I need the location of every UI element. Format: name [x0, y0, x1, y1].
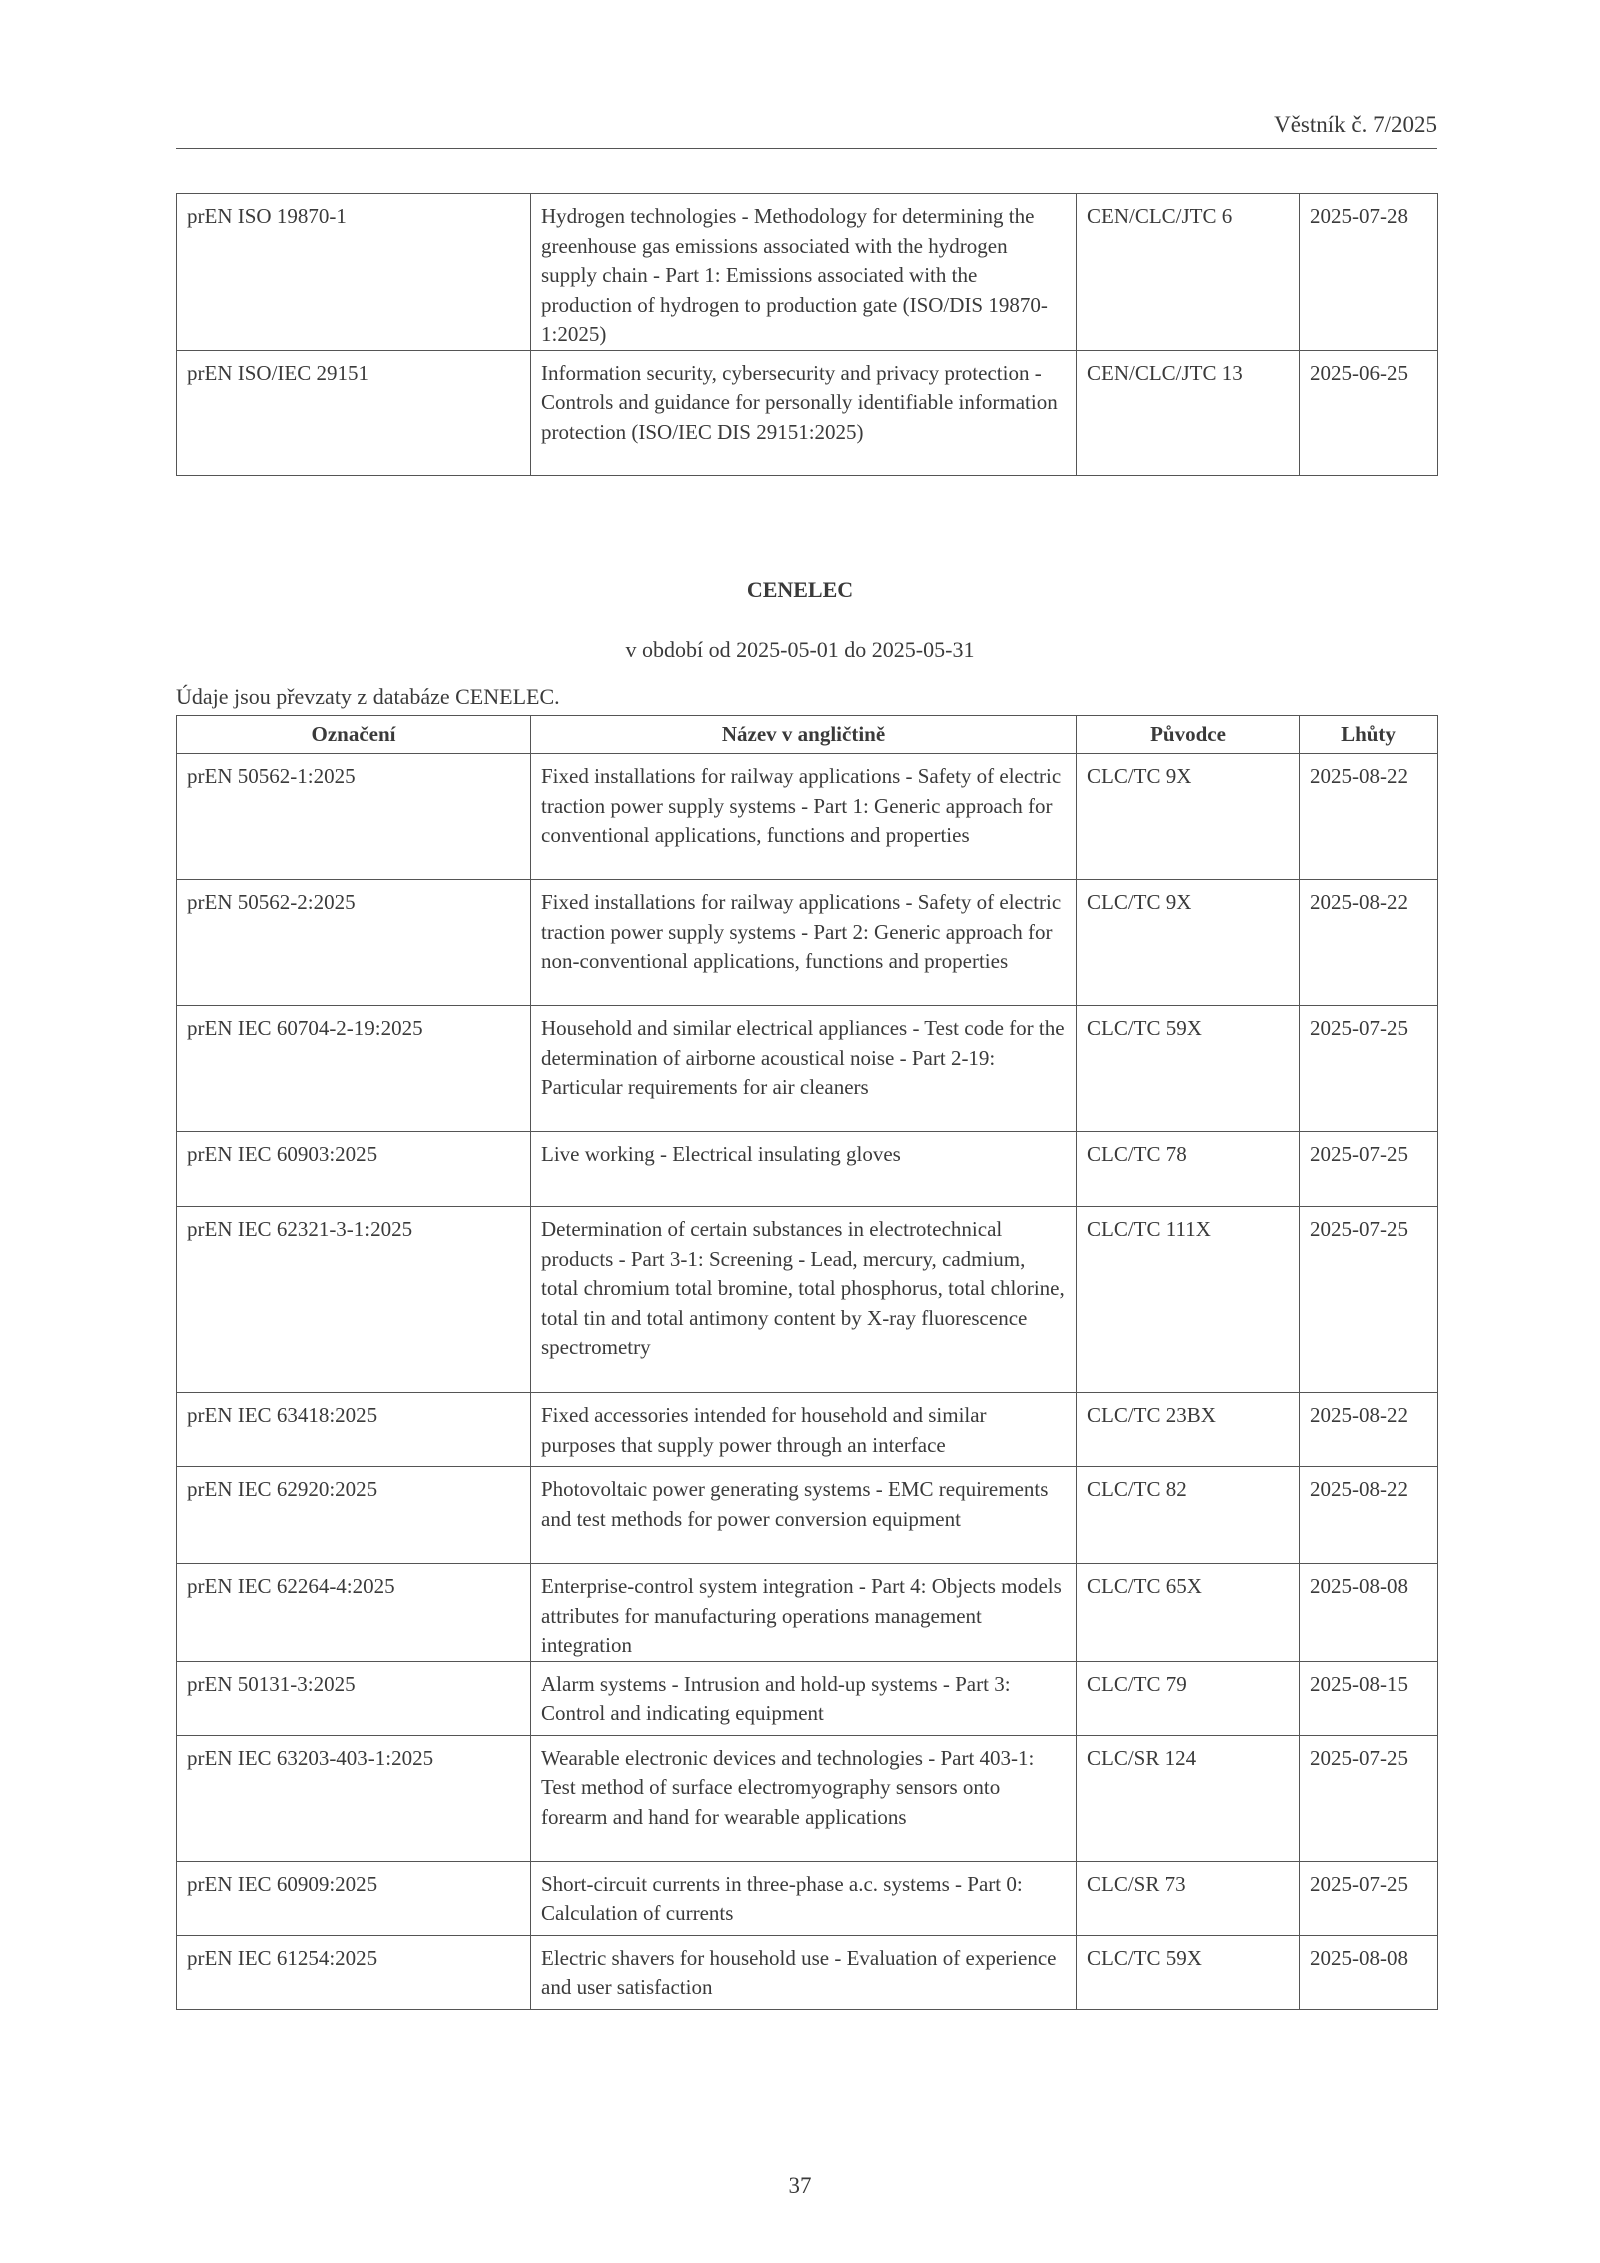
standard-deadline: 2025-07-25 — [1300, 1132, 1438, 1207]
standard-title: Fixed accessories intended for household and similar purposes that supply power through an interface — [531, 1393, 1077, 1467]
standard-code: prEN IEC 63203-403-1:2025 — [177, 1735, 531, 1861]
standard-title: Hydrogen technologies - Methodology for determining the greenhouse gas emissions associated with the hydrogen supply chain - Part 1: Emissions associated with the production of hydrogen to production gate (ISO/DIS 19870-1:2025) — [531, 194, 1077, 351]
standard-code: prEN IEC 60909:2025 — [177, 1861, 531, 1935]
standard-origin: CLC/SR 73 — [1077, 1861, 1300, 1935]
running-header — [176, 112, 1437, 149]
standard-origin: CEN/CLC/JTC 6 — [1077, 194, 1300, 351]
standard-code: prEN 50562-2:2025 — [177, 880, 531, 1006]
standard-origin: CLC/TC 9X — [1077, 880, 1300, 1006]
standard-origin: CLC/TC 78 — [1077, 1132, 1300, 1207]
standard-title: Enterprise-control system integration - Part 4: Objects models attributes for manufacturing operations management integration — [531, 1564, 1077, 1662]
standard-code: prEN IEC 61254:2025 — [177, 1935, 531, 2009]
column-header-code: Označení — [177, 716, 531, 754]
standard-origin: CLC/TC 111X — [1077, 1207, 1300, 1393]
standard-code: prEN 50562-1:2025 — [177, 754, 531, 880]
standard-deadline: 2025-07-28 — [1300, 194, 1438, 351]
table-row — [177, 194, 1438, 351]
standard-origin: CLC/SR 124 — [1077, 1735, 1300, 1861]
table-row — [177, 1006, 1438, 1132]
standard-deadline: 2025-07-25 — [1300, 1861, 1438, 1935]
standard-origin: CLC/TC 65X — [1077, 1564, 1300, 1662]
standard-title: Alarm systems - Intrusion and hold-up systems - Part 3: Control and indicating equipment — [531, 1661, 1077, 1735]
standard-code: prEN IEC 62321-3-1:2025 — [177, 1207, 531, 1393]
standard-deadline: 2025-07-25 — [1300, 1207, 1438, 1393]
standard-deadline: 2025-08-08 — [1300, 1935, 1438, 2009]
standard-origin: CLC/TC 59X — [1077, 1935, 1300, 2009]
table-row — [177, 1467, 1438, 1564]
standard-code: prEN IEC 62264-4:2025 — [177, 1564, 531, 1662]
standard-code: prEN 50131-3:2025 — [177, 1661, 531, 1735]
standard-code: prEN IEC 60903:2025 — [177, 1132, 531, 1207]
standard-code: prEN IEC 62920:2025 — [177, 1467, 531, 1564]
standard-title: Photovoltaic power generating systems - EMC requirements and test methods for power conversion equipment — [531, 1467, 1077, 1564]
standard-origin: CLC/TC 79 — [1077, 1661, 1300, 1735]
column-header-deadline: Lhůty — [1300, 716, 1438, 754]
page-number: 37 — [788, 2173, 812, 2198]
column-header-origin: Původce — [1077, 716, 1300, 754]
standard-deadline: 2025-06-25 — [1300, 350, 1438, 475]
standard-origin: CEN/CLC/JTC 13 — [1077, 350, 1300, 475]
standard-code: prEN IEC 63418:2025 — [177, 1393, 531, 1467]
table-row — [177, 350, 1438, 475]
table-row — [177, 1132, 1438, 1207]
standard-title: Electric shavers for household use - Evaluation of experience and user satisfaction — [531, 1935, 1077, 2009]
table-row — [177, 1861, 1438, 1935]
standard-deadline: 2025-07-25 — [1300, 1006, 1438, 1132]
standard-origin: CLC/TC 59X — [1077, 1006, 1300, 1132]
table-row — [177, 1393, 1438, 1467]
standards-table-continued — [176, 193, 1438, 476]
standard-code: prEN ISO 19870-1 — [177, 194, 531, 351]
table-row — [177, 880, 1438, 1006]
standard-deadline: 2025-08-08 — [1300, 1564, 1438, 1662]
standard-code: prEN ISO/IEC 29151 — [177, 350, 531, 475]
standard-title: Determination of certain substances in electrotechnical products - Part 3-1: Screening - Lead, mercury, cadmium, total chromium total bromine, total phosphorus, total chlorine, total tin and total antimony content by X-ray fluorescence spectrometry — [531, 1207, 1077, 1393]
standard-deadline: 2025-08-22 — [1300, 1393, 1438, 1467]
table-header-row — [177, 716, 1438, 754]
table-row — [177, 1935, 1438, 2009]
standard-title: Wearable electronic devices and technologies - Part 403-1: Test method of surface electromyography sensors onto forearm and hand for wearable applications — [531, 1735, 1077, 1861]
standard-title: Fixed installations for railway applications - Safety of electric traction power supply systems - Part 1: Generic approach for conventional applications, functions and properties — [531, 754, 1077, 880]
table-row — [177, 1564, 1438, 1662]
standard-origin: CLC/TC 9X — [1077, 754, 1300, 880]
standard-title: Live working - Electrical insulating gloves — [531, 1132, 1077, 1207]
column-header-title: Název v angličtině — [531, 716, 1077, 754]
standard-code: prEN IEC 60704-2-19:2025 — [177, 1006, 531, 1132]
table-row — [177, 1661, 1438, 1735]
standard-title: Information security, cybersecurity and privacy protection - Controls and guidance for personally identifiable information protection (ISO/IEC DIS 29151:2025) — [531, 350, 1077, 475]
source-note: Údaje jsou převzaty z databáze CENELEC. — [176, 684, 560, 709]
cenelec-standards-table — [176, 715, 1438, 2010]
standard-origin: CLC/TC 82 — [1077, 1467, 1300, 1564]
standard-deadline: 2025-08-22 — [1300, 754, 1438, 880]
table-row — [177, 754, 1438, 880]
standard-deadline: 2025-08-22 — [1300, 880, 1438, 1006]
standard-title: Household and similar electrical appliances - Test code for the determination of airborne acoustical noise - Part 2-19: Particular requirements for air cleaners — [531, 1006, 1077, 1132]
standard-title: Fixed installations for railway applications - Safety of electric traction power supply systems - Part 2: Generic approach for non-conventional applications, functions and properties — [531, 880, 1077, 1006]
standard-deadline: 2025-08-22 — [1300, 1467, 1438, 1564]
standard-origin: CLC/TC 23BX — [1077, 1393, 1300, 1467]
table-row — [177, 1207, 1438, 1393]
standard-deadline: 2025-07-25 — [1300, 1735, 1438, 1861]
section-period: v období od 2025-05-01 do 2025-05-31 — [625, 637, 975, 662]
bulletin-title: Věstník č. 7/2025 — [1274, 112, 1437, 137]
section-title: CENELEC — [746, 577, 854, 602]
standard-title: Short-circuit currents in three-phase a.c. systems - Part 0: Calculation of currents — [531, 1861, 1077, 1935]
table-row — [177, 1735, 1438, 1861]
standard-deadline: 2025-08-15 — [1300, 1661, 1438, 1735]
